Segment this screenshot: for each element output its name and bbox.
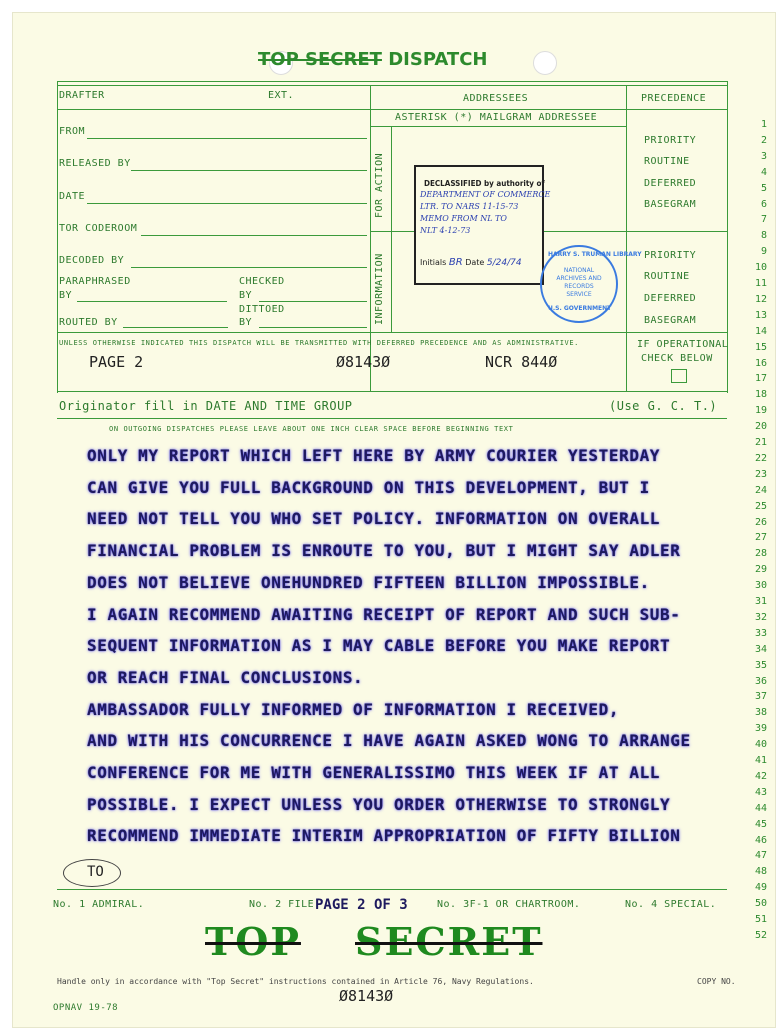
message-line: NEED NOT TELL YOU WHO SET POLICY. INFORMATION ON OVERALL	[87, 509, 661, 529]
information-label: INFORMATION	[374, 253, 385, 325]
paraphrased-by-label: BY	[59, 290, 73, 301]
initials-value: BR	[448, 257, 463, 268]
line-number: 52	[754, 929, 767, 941]
message-line: CAN GIVE YOU FULL BACKGROUND ON THIS DEVELOPMENT, BUT I	[87, 477, 650, 497]
line-number: 43	[754, 786, 767, 798]
seal-middle-3: RECORDS	[564, 283, 594, 290]
line-number: 23	[754, 468, 767, 480]
line-number: 31	[754, 596, 767, 607]
typed-page-number: PAGE 2	[89, 353, 144, 371]
prec-action-3: DEFERRED	[644, 178, 697, 189]
title-crossed: TOP SECRET	[258, 49, 382, 70]
prec-info-1: PRIORITY	[644, 250, 697, 261]
dist-file: No. 2 FILE	[249, 899, 315, 910]
line-number: 14	[754, 325, 767, 337]
line-number: 21	[754, 437, 767, 448]
line-number: 1	[760, 119, 767, 130]
seal-middle-2: ARCHIVES AND	[556, 275, 602, 282]
line-number: 2	[760, 134, 767, 146]
line-number: 18	[754, 389, 767, 401]
line-number: 5	[760, 182, 767, 194]
line-number: 7	[760, 214, 767, 226]
typed-dtg: Ø8143Ø	[336, 353, 391, 371]
line-number: 9	[760, 246, 767, 258]
routed-by2-label: BY	[239, 317, 253, 328]
dist-special: No. 4 SPECIAL.	[625, 899, 717, 910]
prec-info-2: ROUTINE	[644, 271, 690, 282]
line-number: 11	[754, 278, 767, 289]
line-number: 8	[760, 230, 767, 242]
message-line: CONFERENCE FOR ME WITH GENERALISSIMO THIS WEEK IF AT ALL	[87, 763, 661, 782]
paraphrased-label: PARAPHRASED	[59, 276, 131, 287]
form-title	[258, 49, 487, 70]
declassified-stamp	[414, 165, 551, 285]
prec-action-4: BASEGRAM	[644, 199, 697, 210]
decoded-by-label: DECODED BY	[59, 255, 125, 266]
message-line: I AGAIN RECOMMEND AWAITING RECEIPT OF REPORT AND SUCH SUB-	[87, 604, 681, 624]
unless-note: UNLESS OTHERWISE INDICATED THIS DISPATCH WILL BE TRANSMITTED WITH DEFERRED PRECEDENCE AND AS ADMINISTRATIVE.	[59, 339, 579, 347]
line-number: 10	[754, 262, 767, 274]
line-number: 44	[754, 802, 767, 814]
routed-by-label: ROUTED BY	[59, 317, 118, 328]
message-line: DOES NOT BELIEVE ONEHUNDRED FIFTEEN BILLION IMPOSSIBLE.	[87, 572, 650, 592]
line-number: 20	[754, 421, 767, 433]
precedence-label: PRECEDENCE	[641, 93, 707, 104]
addressees-label: ADDRESSEES	[463, 93, 529, 104]
date-label: DATE	[59, 191, 86, 202]
check-below-label: CHECK BELOW	[641, 353, 713, 364]
copy-no-label: COPY NO.	[697, 977, 736, 986]
stamp-date-value: 5/24/74	[486, 258, 522, 268]
line-number: 49	[754, 882, 767, 894]
handle-note: Handle only in accordance with "Top Secret" instructions contained in Article 76, Navy Regulations.	[57, 977, 534, 986]
line-number: 42	[754, 770, 767, 782]
seal-bottom-text: U.S. GOVERNMENT	[548, 305, 612, 312]
top-secret-secret: SECRET	[355, 919, 543, 964]
top-secret-top: TOP	[205, 919, 301, 964]
initials-label: Initials	[420, 258, 447, 267]
line-number: 50	[754, 898, 767, 910]
message-line: FINANCIAL PROBLEM IS ENROUTE TO YOU, BUT I MIGHT SAY ADLER	[87, 541, 681, 561]
stamp-line-2: LTR. TO NARS 11-15-73	[420, 202, 519, 211]
punch-hole-right	[533, 51, 557, 75]
line-number: 41	[754, 755, 767, 766]
line-number: 19	[754, 405, 767, 417]
form-id: OPNAV 19-78	[53, 1003, 119, 1013]
stamp-line-4: NLT 4-12-73	[420, 226, 471, 235]
drafter-label: DRAFTER	[59, 90, 105, 101]
line-number: 39	[754, 723, 767, 735]
for-action-label: FOR ACTION	[374, 152, 385, 218]
prec-action-2: ROUTINE	[644, 156, 690, 167]
line-number: 12	[754, 293, 767, 305]
outgoing-note: ON OUTGOING DISPATCHES PLEASE LEAVE ABOUT ONE INCH CLEAR SPACE BEFORE BEGINNING TEXT	[109, 425, 514, 433]
archives-seal	[540, 245, 642, 323]
operational-checkbox[interactable]	[671, 369, 687, 383]
line-number: 37	[754, 691, 767, 703]
dist-chartroom: No. 3F-1 OR CHARTROOM.	[437, 899, 581, 910]
seal-middle-1: NATIONAL	[563, 267, 595, 274]
line-number: 17	[754, 373, 767, 385]
checked-label: CHECKED	[239, 276, 285, 287]
message-line: AMBASSADOR FULLY INFORMED OF INFORMATION I RECEIVED,	[87, 699, 620, 719]
line-number: 35	[754, 659, 767, 671]
line-number: 28	[754, 548, 767, 560]
line-number: 47	[754, 850, 767, 862]
originator-fill-label: Originator fill in DATE AND TIME GROUP	[59, 399, 353, 413]
from-label: FROM	[59, 126, 86, 137]
line-number: 46	[754, 834, 767, 846]
line-number: 4	[760, 166, 767, 178]
line-number: 36	[754, 675, 767, 687]
title-dispatch: DISPATCH	[388, 49, 488, 70]
line-number: 29	[754, 564, 767, 576]
message-line: RECOMMEND IMMEDIATE INTERIM APPROPRIATION OF FIFTY BILLION	[87, 826, 681, 846]
message-line: AND WITH HIS CONCURRENCE I HAVE AGAIN ASKED WONG TO ARRANGE	[87, 731, 691, 751]
tor-coderoom-label: TOR CODEROOM	[59, 223, 138, 234]
dispatch-sheet	[12, 12, 776, 1028]
line-number: 38	[754, 707, 767, 719]
line-number: 34	[754, 643, 767, 655]
line-number: 40	[754, 739, 767, 751]
line-number: 15	[754, 341, 767, 353]
line-number: 26	[754, 516, 767, 528]
prec-info-4: BASEGRAM	[644, 315, 697, 326]
line-number: 22	[754, 452, 767, 464]
released-by-label: RELEASED BY	[59, 158, 131, 169]
seal-middle-4: SERVICE	[566, 291, 592, 298]
page-of-label: PAGE 2 OF 3	[315, 897, 408, 913]
line-number: 13	[754, 309, 767, 321]
checked-by-label: BY	[239, 290, 253, 301]
footer-dtg: Ø8143Ø	[339, 987, 394, 1005]
prec-action-1: PRIORITY	[644, 135, 697, 146]
seal-top-text: HARRY S. TRUMAN LIBRARY	[548, 251, 642, 258]
ext-label: EXT.	[268, 90, 295, 101]
line-number: 32	[754, 611, 767, 623]
line-number: 30	[754, 580, 767, 592]
line-number: 33	[754, 627, 767, 639]
line-number: 16	[754, 357, 767, 369]
date-label-stamp: Date	[465, 258, 485, 267]
line-number: 45	[754, 818, 767, 830]
line-number: 24	[754, 484, 767, 496]
line-number: 6	[760, 198, 767, 210]
message-line: OR REACH FINAL CONCLUSIONS.	[87, 667, 364, 687]
stamp-line-1: DEPARTMENT OF COMMERCE	[420, 190, 551, 199]
message-line: ONLY MY REPORT WHICH LEFT HERE BY ARMY COURIER YESTERDAY	[87, 446, 661, 465]
use-gct-label: (Use G. C. T.)	[609, 399, 718, 413]
prec-info-3: DEFERRED	[644, 293, 697, 304]
line-number: 51	[754, 914, 767, 925]
stamp-line-3: MEMO FROM NL TO	[420, 214, 507, 223]
line-number: 48	[754, 866, 767, 878]
typed-ncr: NCR 844Ø	[485, 353, 558, 371]
to-label: TO	[87, 864, 104, 880]
line-number: 27	[754, 532, 767, 544]
line-number: 3	[760, 150, 767, 162]
message-line: POSSIBLE. I EXPECT UNLESS YOU ORDER OTHERWISE TO STRONGLY	[87, 794, 671, 814]
line-number: 25	[754, 500, 767, 512]
dist-admiral: No. 1 ADMIRAL.	[53, 899, 145, 910]
declassified-heading: DECLASSIFIED by authority of	[424, 179, 545, 188]
dittoed-label: DITTOED	[239, 304, 285, 315]
if-operational-label: IF OPERATIONAL	[637, 339, 729, 350]
asterisk-label: ASTERISK (*) MAILGRAM ADDRESSEE	[395, 112, 598, 123]
message-line: SEQUENT INFORMATION AS I MAY CABLE BEFORE YOU MAKE REPORT	[87, 636, 671, 656]
